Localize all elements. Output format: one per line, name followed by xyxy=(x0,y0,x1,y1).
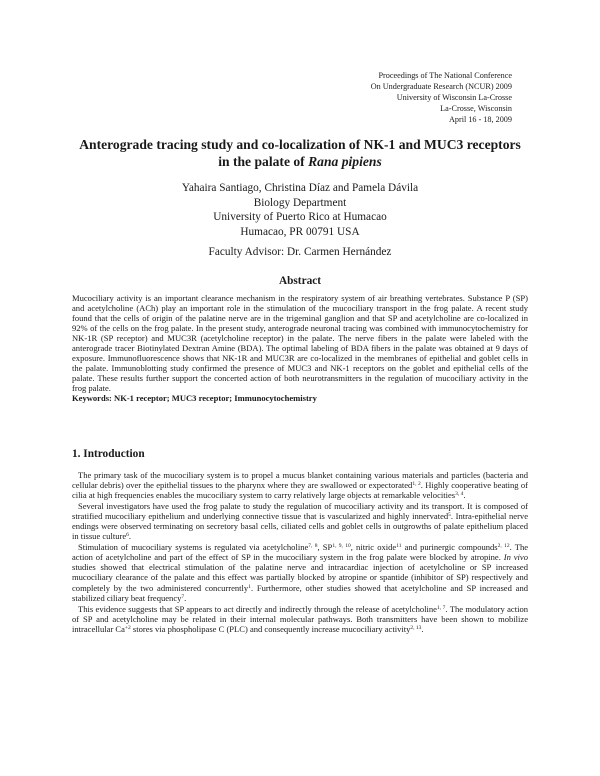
text-run: . Furthermore, other studies showed that acetylcholine and SP increased and stabilized ciliary beat frequency xyxy=(72,582,528,603)
text-run: . xyxy=(184,592,187,603)
italic-text: In vivo xyxy=(503,552,528,563)
text-run: This evidence suggests that SP appears to act directly and indirectly through the release of acetylcholine xyxy=(78,603,437,614)
citation: 2, 13 xyxy=(410,624,422,631)
proceedings-line: Proceedings of The National Conference xyxy=(378,71,512,80)
paper-title xyxy=(60,136,540,170)
title-line-1: Anterograde tracing study and co-localization of NK-1 and MUC3 receptors xyxy=(79,137,521,152)
citation: 5 xyxy=(448,512,451,519)
proceedings-header xyxy=(272,71,512,126)
title-prefix: in the palate of xyxy=(218,154,305,169)
text-run: . The action of acetylcholine and part of the effect of SP in the mucociliary system in the frog palate were blocked by atropine. xyxy=(72,542,529,563)
text-run: . xyxy=(128,531,132,542)
proceedings-line: On Undergraduate Research (NCUR) 2009 xyxy=(370,81,512,91)
citation: 3, 4 xyxy=(455,491,464,498)
text-run: . Intra-epithelial nerve endings were observed terminating on secretory basal cells, ciliated cells and goblet cells in outgrowths of palate epithelium placed in tissue culture xyxy=(72,511,528,542)
citation: 2, 12 xyxy=(497,543,510,550)
author-block xyxy=(60,181,540,239)
author-names: Yahaira Santiago, Christina Díaz and Pamela Dávila xyxy=(181,182,419,194)
citation: 1, 2 xyxy=(412,481,421,488)
abstract-heading: Abstract xyxy=(278,275,322,287)
author-department: Biology Department xyxy=(253,196,347,209)
citation: 1, 9, 10 xyxy=(332,543,351,550)
text-run: , SP xyxy=(317,542,333,553)
title-line-2 xyxy=(60,153,540,170)
paragraph xyxy=(72,470,528,500)
citation: 1, 7 xyxy=(436,604,446,611)
keywords: Keywords: NK-1 receptor; MUC3 receptor; Immunocytochemistry xyxy=(72,393,317,404)
text-run: , nitric oxide xyxy=(350,542,397,553)
text-run: Several investigators have used the frog palate to study the regulation of mucociliary activity and its transport. It is composed of stratified mucociliary epithelium and underlying connective tissue that is vascularized and highly innervated xyxy=(72,501,528,522)
author-institution: University of Puerto Rico at Humacao xyxy=(213,211,387,224)
paragraph xyxy=(72,501,528,541)
citation: 1 xyxy=(248,583,251,590)
text-run: The primary task of the mucociliary system is to propel a mucus blanket containing various materials and particles (bacteria and cellular debris) over the epithelial tissues to the pharynx where they are swallowed or expectorated xyxy=(72,470,528,491)
text-run: . xyxy=(421,623,424,634)
title-species: Rana pipiens xyxy=(308,154,382,169)
faculty-advisor: Faculty Advisor: Dr. Carmen Hernández xyxy=(208,246,392,258)
text-run: and purinergic compounds xyxy=(401,542,498,553)
citation: 11 xyxy=(396,543,402,550)
text-run: . Highly cooperative beating of cilia at high frequencies enables the mucociliary system to carry relatively large objects at remarkable velocities xyxy=(72,480,528,501)
text-run: . The modulatory action of SP and acetylcholine may be related in their internal molecular pathways. Both transmitters have been shown to mobilize intracellular Ca xyxy=(72,603,528,634)
citation: 7, 8 xyxy=(308,543,318,550)
introduction-body xyxy=(72,470,528,635)
text-run: . xyxy=(463,490,466,501)
text-run: stores via phospholipase C (PLC) and consequently increase mucociliary activity xyxy=(130,623,411,634)
text-run: studies showed that electrical stimulation of the palatine nerve and intracardiac injection of acetylcholine or SP increased mucociliary clearance of the palate and this effect was partially blocked by atropine or spantide (inhibitor of SP) respectively and completely by the two administered concurrently xyxy=(72,562,528,593)
abstract-body xyxy=(72,293,528,404)
proceedings-line: April 16 - 18, 2009 xyxy=(449,114,512,124)
abstract-text: Mucociliary activity is an important clearance mechanism in the respiratory system of air breathing vertebrates. Substance P (SP) and acetylcholine (ACh) play an important role in the stimulation of the mucociliary transport in the frog palate. A recent study found that the cells of origin of the palatine nerve are in the trigeminal ganglion and that SP and acetylcholine are co-localized in 92% of the cells on the frog palate. In the present study, anterograde neuronal tracing was combined with immunocytochemistry for NK-1R (SP receptor) and MUC3R (acetylcholine receptor) in the palate. The nerve fibers in the palate were labeled with the anterograde tracer Biotinylated Dextran Amine (BDA). The optimal labeling of BDA fibers in the palate was obtained at 9 days of exposure. Immunofluorescence shows that NK-1R and MUC3R are co-localized in the membranes of epithelial and goblet cells in the palate. Immunoblotting study confirmed the presence of MUC3 and NK-1 receptors on the goblet and epithelial cells of the palate. These results further support the concerted action of both neurotransmitters in the regulation of mucociliary activity in the frog palate. xyxy=(72,293,528,394)
proceedings-line: La-Crosse, Wisconsin xyxy=(440,103,512,113)
paragraph xyxy=(72,604,528,634)
citation: 7 xyxy=(181,593,185,600)
text-run: Stimulation of mucociliary systems is regulated via acetylcholine xyxy=(78,542,309,553)
superscript: +2 xyxy=(124,624,131,631)
author-address: Humacao, PR 00791 USA xyxy=(240,225,360,238)
section-heading-introduction: 1. Introduction xyxy=(72,448,145,460)
paragraph xyxy=(72,542,528,602)
proceedings-line: University of Wisconsin La-Crosse xyxy=(396,92,512,102)
citation: 6 xyxy=(126,532,129,539)
